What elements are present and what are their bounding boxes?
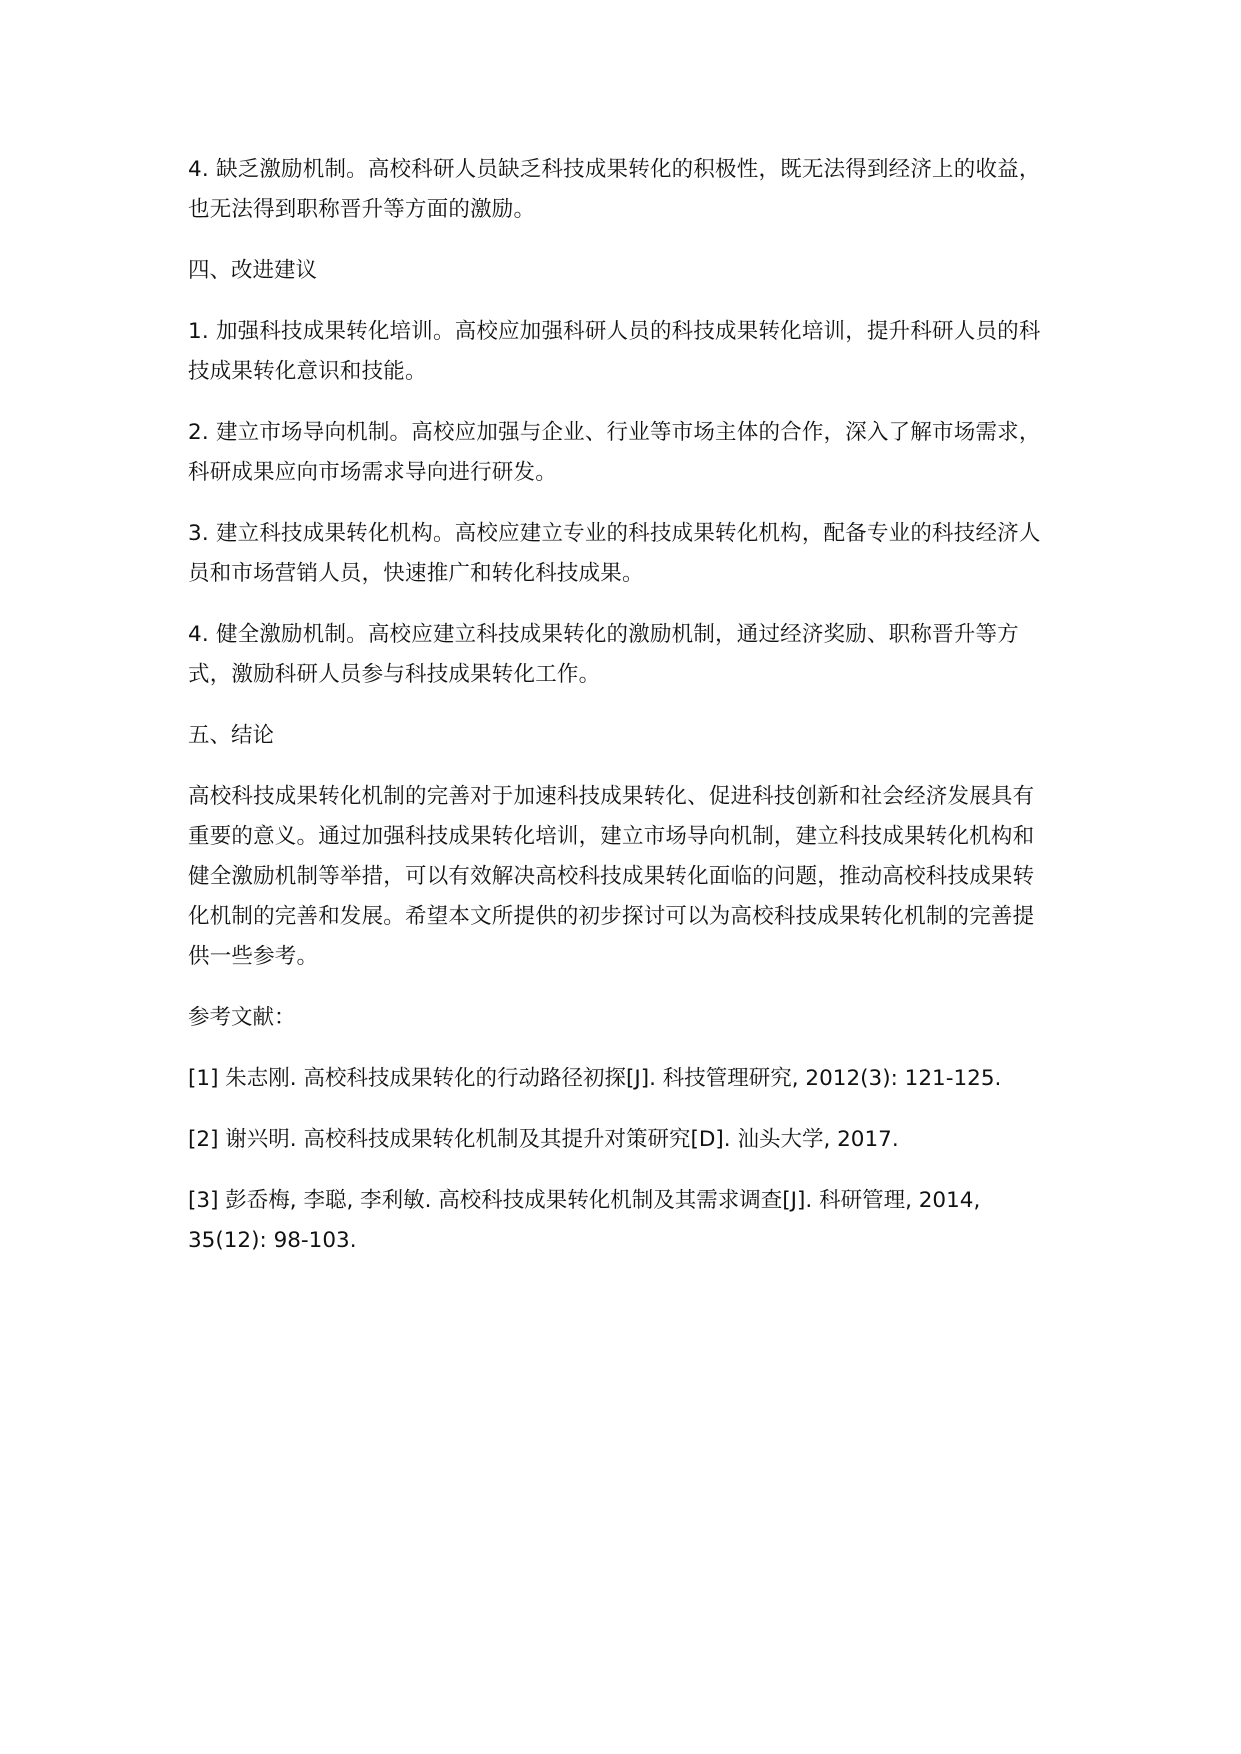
paragraph-suggestion-training: 1. 加强科技成果转化培训。高校应加强科研人员的科技成果转化培训，提升科研人员的科技成果转化意识和技能。 [188,319,1041,384]
paragraph-lack-of-incentives: 4. 缺乏激励机制。高校科研人员缺乏科技成果转化的积极性，既无法得到经济上的收益，也无法得到职称晋升等方面的激励。 [188,157,1041,222]
paragraph-suggestion-incentives: 4. 健全激励机制。高校应建立科技成果转化的激励机制，通过经济奖励、职称晋升等方式，激励科研人员参与科技成果转化工作。 [188,622,1019,687]
paragraph-conclusion: 高校科技成果转化机制的完善对于加速科技成果转化、促进科技创新和社会经济发展具有重要的意义。通过加强科技成果转化培训，建立市场导向机制，建立科技成果转化机构和健全激励机制等举措，可以有效解决高校科技成果转化面临的问题，推动高校科技成果转化机制的完善和发展。希望本文所提供的初步探讨可以为高校科技成果转化机制的完善提供一些参考。 [188,784,1035,969]
reference-item: [1] 朱志刚. 高校科技成果转化的行动路径初探[J]. 科技管理研究, 2012(3): 121-125. [188,1066,1002,1091]
paragraph-suggestion-market-orientation: 2. 建立市场导向机制。高校应加强与企业、行业等市场主体的合作，深入了解市场需求，科研成果应向市场需求导向进行研发。 [188,420,1041,485]
references-title: 参考文献： [188,1005,296,1030]
paragraph-suggestion-transfer-agency: 3. 建立科技成果转化机构。高校应建立专业的科技成果转化机构，配备专业的科技经济人员和市场营销人员，快速推广和转化科技成果。 [188,521,1041,586]
reference-item: [3] 彭岙梅, 李聪, 李利敏. 高校科技成果转化机制及其需求调查[J]. 科研管理, 2014, 35(12): 98-103. [188,1188,981,1253]
document-page [188,150,1050,1282]
reference-item: [2] 谢兴明. 高校科技成果转化机制及其提升对策研究[D]. 汕头大学, 2017. [188,1127,899,1152]
section-heading-improvement-suggestions: 四、改进建议 [188,258,318,283]
section-heading-conclusion: 五、结论 [188,723,275,748]
